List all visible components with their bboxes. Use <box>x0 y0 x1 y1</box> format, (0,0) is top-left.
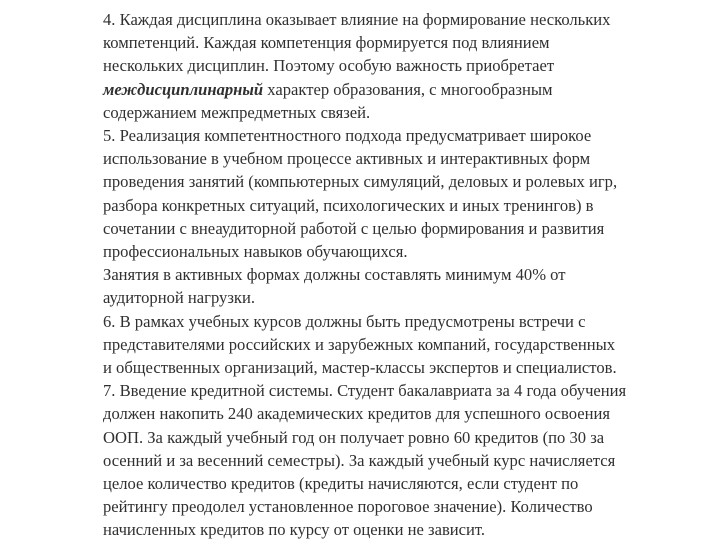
text-line: сочетании с внеаудиторной работой с целью формирования и развития <box>103 218 605 238</box>
text-line: начисленных кредитов по курсу от оценки не зависит. <box>103 520 486 540</box>
text-line: использование в учебном процессе активных и интерактивных форм <box>103 149 591 169</box>
paragraph-item-4 <box>103 8 715 124</box>
text-line: представителями российских и зарубежных компаний, государственных <box>103 334 616 354</box>
text-line <box>103 78 715 101</box>
text-line: аудиторной нагрузки. <box>103 288 256 308</box>
text-line: целое количество кредитов (кредиты начисляются, если студент по <box>103 474 579 494</box>
text-line: ООП. За каждый учебный год он получает ровно 60 кредитов (по 30 за <box>103 427 605 447</box>
text-line: профессиональных навыков обучающихся. <box>103 242 408 262</box>
text-line: осенний и за весенний семестры). За каждый учебный курс начисляется <box>103 450 616 470</box>
text-line: 6. В рамках учебных курсов должны быть предусмотрены встречи с <box>103 311 586 331</box>
paragraph-active-forms <box>103 263 715 309</box>
emphasized-term: междисциплинарный <box>103 79 264 99</box>
text-line: должен накопить 240 академических кредитов для успешного освоения <box>103 404 610 424</box>
text-line: Занятия в активных формах должны составлять минимум 40% от <box>103 265 566 285</box>
text-line: проведения занятий (компьютерных симуляций, деловых и ролевых игр, <box>103 172 618 192</box>
text-line: разбора конкретных ситуаций, психологических и иных тренингов) в <box>103 195 594 215</box>
text-line: рейтингу преодолел установленное пороговое значение). Количество <box>103 497 593 517</box>
text-line: нескольких дисциплин. Поэтому особую важность приобретает <box>103 56 555 76</box>
text-line: 7. Введение кредитной системы. Студент бакалавриата за 4 года обучения <box>103 381 627 401</box>
paragraph-item-6 <box>103 310 715 380</box>
text-line: компетенций. Каждая компетенция формируется под влиянием <box>103 33 550 53</box>
text-line: содержанием межпредметных связей. <box>103 102 371 122</box>
document-body <box>103 8 715 542</box>
text-line: 5. Реализация компетентностного подхода предусматривает широкое <box>103 126 592 146</box>
text-line: 4. Каждая дисциплина оказывает влияние на формирование нескольких <box>103 10 611 29</box>
paragraph-item-7 <box>103 379 715 541</box>
text-line: и общественных организаций, мастер-классы экспертов и специалистов. <box>103 358 617 378</box>
paragraph-item-5 <box>103 124 715 263</box>
text-fragment: характер образования, с многообразным <box>263 79 553 99</box>
